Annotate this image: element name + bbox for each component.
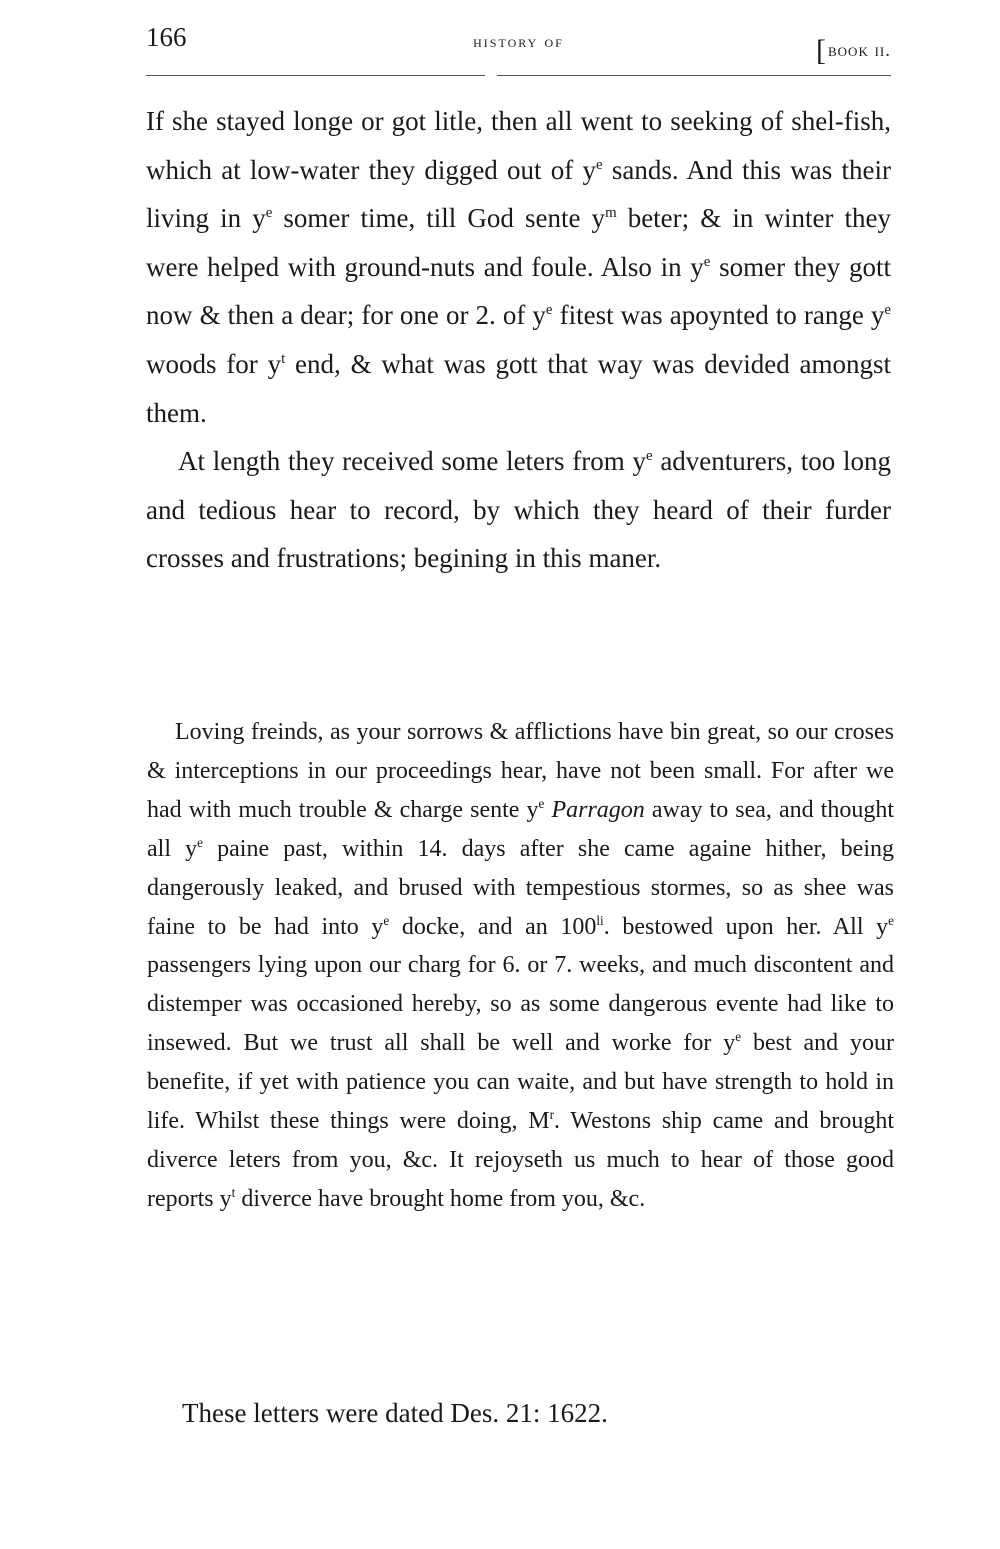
text-run: woods for y bbox=[146, 348, 282, 379]
book-section bbox=[816, 30, 891, 67]
text-run: . bestowed upon her. All y bbox=[603, 913, 889, 940]
superscript-abbrev: e bbox=[383, 912, 390, 928]
text-run: Loving freinds, as your sorrows & afflictions have bin great, so our croses & interceptions in our proceedings hear, have not been small. For after we had with much trouble & charge sente y bbox=[147, 719, 894, 823]
text-run: . Westons ship came and brought diverce leters from you, &c. It rejoyseth us much to hear of those good reports y bbox=[147, 1108, 895, 1212]
superscript-abbrev: e bbox=[888, 912, 894, 928]
text-run: end, & what was gott that way was devided amongst them. bbox=[146, 348, 891, 428]
ship-name: Parragon bbox=[551, 796, 645, 823]
text-run: somer time, till God sente y bbox=[272, 203, 606, 234]
superscript-abbrev: e bbox=[545, 302, 553, 319]
text-run: docke, and an 100 bbox=[389, 913, 597, 940]
closing-line: These letters were dated Des. 21: 1622. bbox=[182, 1398, 608, 1428]
text-run: adventurers, too long and tedious hear to record, by which they heard of their furder crosses and frustrations; begining in this maner. bbox=[146, 446, 891, 574]
section-label: book ii. bbox=[828, 40, 891, 61]
text-run: paine past, within 14. days after she came againe hither, being dangerously leaked, and brused with tempestious stormes, so as shee was faine to be had into y bbox=[147, 835, 894, 940]
superscript-abbrev: t bbox=[231, 1184, 236, 1200]
page-number: 166 bbox=[146, 22, 187, 52]
text-run: somer they gott now & then a dear; for one or 2. of y bbox=[146, 251, 891, 331]
narrative-body bbox=[146, 97, 891, 583]
superscript-abbrev: m bbox=[605, 205, 617, 222]
text-run: away to sea, and thought all y bbox=[147, 796, 895, 862]
superscript-abbrev: e bbox=[538, 795, 545, 811]
text-run: best and your benefite, if yet with patience you can waite, and but have strength to hold in life. Whilst these things were doing, M bbox=[147, 1030, 895, 1135]
text-run: At length they received some leters from y bbox=[178, 446, 646, 477]
text-run: passengers lying upon our charg for 6. or 7. weeks, and much discontent and distemper was occasioned hereby, so as some dangerous evente had like to insewed. But we trust all shall be well and worke for y bbox=[147, 952, 894, 1057]
running-header bbox=[146, 22, 891, 67]
section-bracket: [ bbox=[816, 34, 827, 67]
superscript-abbrev: e bbox=[884, 302, 891, 319]
superscript-abbrev: e bbox=[703, 253, 711, 270]
header-rule-left bbox=[146, 75, 485, 76]
letter-text bbox=[147, 713, 894, 1219]
quoted-letter bbox=[147, 713, 894, 1219]
text-run: sands. And this was their living in y bbox=[146, 154, 891, 234]
superscript-abbrev: e bbox=[646, 448, 653, 465]
text-run: beter; & in winter they were helped with ground-nuts and foule. Also in y bbox=[146, 203, 891, 282]
text-run: diverce have brought home from you, &c. bbox=[235, 1185, 646, 1212]
paragraph bbox=[146, 97, 891, 437]
superscript-abbrev: e bbox=[735, 1029, 742, 1045]
superscript-abbrev: e bbox=[197, 834, 203, 850]
header-rule-right bbox=[497, 75, 891, 76]
text-run: If she stayed longe or got litle, then all went to seeking of shel-fish, which at low-water they digged out of y bbox=[146, 106, 891, 185]
superscript-abbrev: t bbox=[281, 350, 286, 367]
superscript-abbrev: e bbox=[596, 156, 603, 173]
superscript-abbrev: e bbox=[265, 205, 273, 222]
running-title: history of bbox=[473, 32, 564, 51]
text-run: fitest was apoynted to range y bbox=[552, 300, 885, 331]
paragraph bbox=[146, 437, 891, 583]
superscript-abbrev: li bbox=[596, 912, 604, 928]
superscript-abbrev: r bbox=[549, 1107, 555, 1123]
